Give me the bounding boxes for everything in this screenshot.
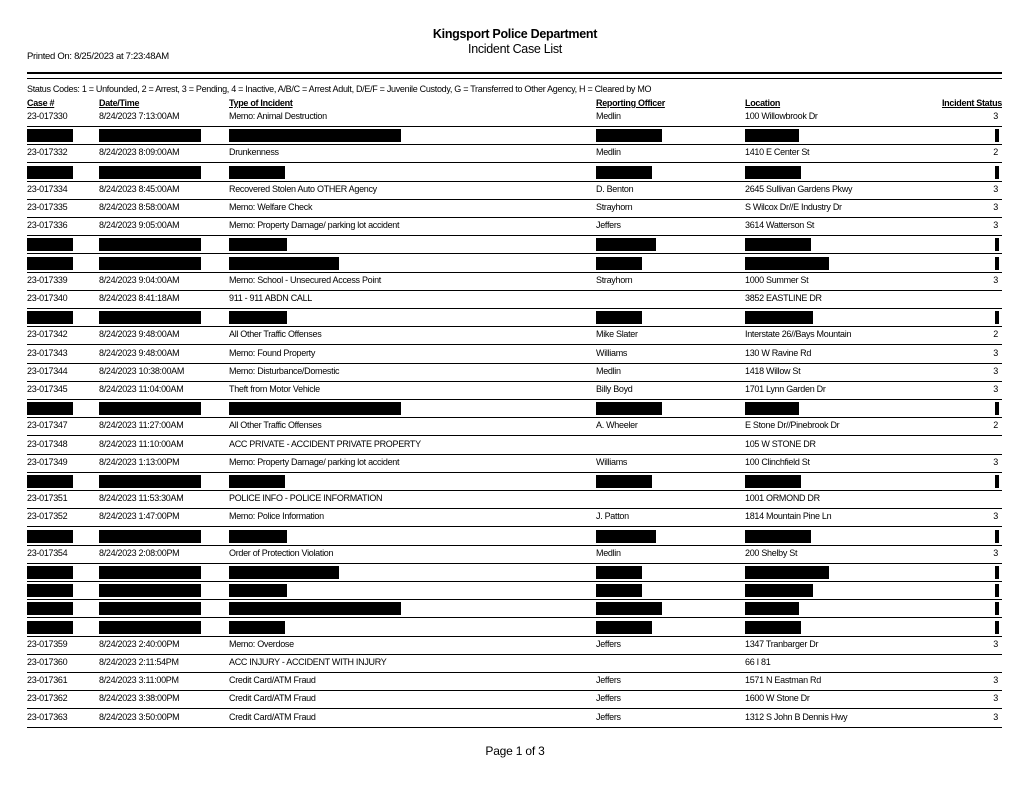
- table-row: [27, 673, 1002, 691]
- redaction-bar: [27, 602, 73, 615]
- cell-location: 1600 W Stone Dr: [745, 693, 810, 704]
- cell-location: 1701 Lynn Garden Dr: [745, 384, 826, 394]
- table-row: [27, 291, 1002, 309]
- table-row-redacted: [27, 127, 1002, 145]
- cell-date: 8/24/2023 2:08:00PM: [99, 547, 180, 558]
- cell-officer: Mike Slater: [596, 329, 638, 340]
- redaction-bar: [99, 238, 201, 251]
- redaction-bar: [745, 166, 801, 179]
- cell-type: Recovered Stolen Auto OTHER Agency: [229, 183, 377, 194]
- redaction-bar: [596, 475, 652, 488]
- cell-date: 8/24/2023 2:40:00PM: [99, 638, 180, 649]
- redaction-bar: [745, 602, 799, 615]
- redaction-bar: [229, 530, 287, 543]
- redaction-bar: [596, 166, 652, 179]
- table-row: [27, 182, 1002, 200]
- cell-case: 23-017348: [27, 438, 68, 449]
- cell-officer: A. Wheeler: [596, 420, 638, 431]
- cell-date: 8/24/2023 11:27:00AM: [99, 420, 184, 431]
- cell-status: 3: [993, 456, 998, 467]
- cell-officer: J. Patton: [596, 511, 629, 522]
- cell-officer: Medlin: [596, 547, 621, 558]
- cell-case: 23-017344: [27, 365, 68, 376]
- cell-type: ACC PRIVATE - ACCIDENT PRIVATE PROPERTY: [229, 438, 421, 449]
- table-row-redacted: [27, 564, 1002, 582]
- table-row-redacted: [27, 236, 1002, 254]
- redaction-bar: [229, 475, 285, 488]
- cell-case: 23-017342: [27, 329, 68, 340]
- cell-case: 23-017330: [27, 111, 68, 121]
- table-row-redacted: [27, 582, 1002, 600]
- redaction-bar: [745, 584, 813, 597]
- cell-case: 23-017343: [27, 347, 68, 358]
- redaction-bar: [229, 166, 285, 179]
- cell-location: 2645 Sullivan Gardens Pkwy: [745, 183, 853, 194]
- table-row: [27, 145, 1002, 163]
- column-header-location: Location: [745, 98, 781, 108]
- cell-date: 8/24/2023 3:50:00PM: [99, 711, 180, 722]
- table-row: [27, 327, 1002, 345]
- redaction-bar: [27, 621, 73, 634]
- cell-case: 23-017354: [27, 547, 68, 558]
- cell-type: 911 - 911 ABDN CALL: [229, 293, 313, 303]
- redaction-bar: [27, 257, 73, 270]
- redaction-bar: [596, 602, 662, 615]
- cell-date: 8/24/2023 3:38:00PM: [99, 693, 180, 704]
- cell-status: 3: [993, 365, 998, 376]
- cell-case: 23-017362: [27, 693, 68, 704]
- redaction-bar: [99, 402, 201, 415]
- cell-location: 105 W STONE DR: [745, 438, 816, 449]
- cell-officer: Williams: [596, 456, 628, 467]
- cell-date: 8/24/2023 8:45:00AM: [99, 183, 180, 194]
- cell-location: 66 I 81: [745, 657, 771, 667]
- header-rule-top: [27, 72, 1002, 74]
- redaction-bar: [596, 257, 642, 270]
- table-row: [27, 691, 1002, 709]
- cell-status: 3: [993, 274, 998, 285]
- table-row-redacted: [27, 164, 1002, 182]
- cell-case: 23-017363: [27, 711, 68, 722]
- column-header-officer: Reporting Officer: [596, 98, 665, 108]
- table-row: [27, 109, 1002, 127]
- cell-case: 23-017349: [27, 456, 68, 467]
- cell-location: 1410 E Center St: [745, 147, 810, 158]
- cell-type: Memo: Property Damage/ parking lot accident: [229, 220, 400, 231]
- cell-status: 3: [993, 511, 998, 522]
- header-rule-bottom: [27, 78, 1002, 79]
- cell-case: 23-017351: [27, 493, 68, 504]
- redaction-bar: [745, 621, 801, 634]
- cell-officer: Jeffers: [596, 220, 621, 231]
- cell-status: 2: [993, 329, 998, 340]
- cell-type: POLICE INFO - POLICE INFORMATION: [229, 493, 383, 504]
- cell-date: 8/24/2023 3:11:00PM: [99, 675, 179, 686]
- cell-type: Theft from Motor Vehicle: [229, 384, 320, 394]
- redaction-bar: [27, 238, 73, 251]
- table-row-redacted: [27, 400, 1002, 418]
- redaction-bar: [995, 530, 999, 543]
- table-row: [27, 455, 1002, 473]
- table-row: [27, 382, 1002, 400]
- table-row-redacted: [27, 619, 1002, 637]
- table-row-redacted: [27, 309, 1002, 327]
- redaction-bar: [995, 402, 999, 415]
- cell-officer: Jeffers: [596, 675, 621, 686]
- cell-status: 3: [993, 693, 998, 704]
- table-row: [27, 200, 1002, 218]
- redaction-bar: [27, 311, 73, 324]
- cell-date: 8/24/2023 10:38:00AM: [99, 365, 185, 376]
- redaction-bar: [99, 257, 201, 270]
- redaction-bar: [99, 129, 201, 142]
- redaction-bar: [995, 166, 999, 179]
- printed-on-timestamp: Printed On: 8/25/2023 at 7:23:48AM: [27, 51, 169, 62]
- cell-officer: Jeffers: [596, 638, 621, 649]
- cell-location: 1571 N Eastman Rd: [745, 675, 821, 686]
- redaction-bar: [27, 566, 73, 579]
- redaction-bar: [229, 129, 401, 142]
- cell-status: 3: [993, 183, 998, 194]
- redaction-bar: [99, 621, 201, 634]
- redaction-bar: [229, 584, 287, 597]
- status-codes-legend: Status Codes: 1 = Unfounded, 2 = Arrest, 3 = Pending, 4 = Inactive, A/B/C = Arrest Adult, D/E/F = Juvenile Custody, G = Transferred to Other Agency, H = Cleared by MO: [27, 84, 652, 94]
- cell-type: ACC INJURY - ACCIDENT WITH INJURY: [229, 657, 387, 667]
- cell-status: 3: [993, 711, 998, 722]
- cell-status: 3: [993, 384, 998, 394]
- cell-date: 8/24/2023 11:10:00AM: [99, 438, 184, 449]
- cell-case: 23-017347: [27, 420, 68, 431]
- cell-status: 2: [993, 420, 998, 431]
- redaction-bar: [995, 566, 999, 579]
- cell-date: 8/24/2023 11:53:30AM: [99, 493, 184, 504]
- cell-date: 8/24/2023 7:13:00AM: [99, 111, 180, 121]
- column-header-type: Type of Incident: [229, 98, 293, 108]
- redaction-bar: [995, 311, 999, 324]
- redaction-bar: [27, 530, 73, 543]
- cell-date: 8/24/2023 8:09:00AM: [99, 147, 180, 158]
- cell-case: 23-017345: [27, 384, 68, 394]
- redaction-bar: [99, 584, 201, 597]
- redaction-bar: [745, 129, 799, 142]
- cell-date: 8/24/2023 9:48:00AM: [99, 347, 180, 358]
- column-header-case: Case #: [27, 98, 55, 108]
- cell-location: 1000 Summer St: [745, 274, 809, 285]
- cell-type: Memo: Property Damage/ parking lot accident: [229, 456, 400, 467]
- cell-officer: D. Benton: [596, 183, 634, 194]
- cell-case: 23-017332: [27, 147, 68, 158]
- cell-type: Credit Card/ATM Fraud: [229, 675, 316, 686]
- cell-date: 8/24/2023 2:11:54PM: [99, 657, 179, 667]
- redaction-bar: [596, 238, 656, 251]
- redaction-bar: [745, 402, 799, 415]
- cell-officer: Jeffers: [596, 693, 621, 704]
- redaction-bar: [596, 311, 642, 324]
- table-row: [27, 418, 1002, 436]
- cell-location: 100 Clinchfield St: [745, 456, 810, 467]
- cell-location: 200 Shelby St: [745, 547, 798, 558]
- cell-status: 3: [993, 111, 998, 121]
- redaction-bar: [745, 257, 829, 270]
- cell-location: 100 Willowbrook Dr: [745, 111, 818, 121]
- redaction-bar: [596, 584, 642, 597]
- cell-officer: Williams: [596, 347, 628, 358]
- redaction-bar: [745, 311, 813, 324]
- cell-type: Memo: Overdose: [229, 638, 294, 649]
- cell-case: 23-017335: [27, 202, 68, 212]
- cell-officer: Jeffers: [596, 711, 621, 722]
- cell-date: 8/24/2023 1:13:00PM: [99, 456, 180, 467]
- cell-location: 1001 ORMOND DR: [745, 493, 820, 504]
- cell-status: 3: [993, 638, 998, 649]
- redaction-bar: [995, 602, 999, 615]
- table-row-redacted: [27, 600, 1002, 618]
- redaction-bar: [745, 475, 801, 488]
- redaction-bar: [229, 566, 339, 579]
- department-title: Kingsport Police Department: [432, 27, 598, 41]
- cell-status: 3: [993, 547, 998, 558]
- cell-officer: Medlin: [596, 147, 621, 158]
- cell-type: Memo: Animal Destruction: [229, 111, 327, 121]
- table-row: [27, 546, 1002, 564]
- cell-case: 23-017340: [27, 293, 68, 303]
- cell-type: All Other Traffic Offenses: [229, 420, 322, 431]
- table-row: [27, 437, 1002, 455]
- redaction-bar: [99, 311, 201, 324]
- redaction-bar: [745, 566, 829, 579]
- cell-officer: Medlin: [596, 365, 621, 376]
- table-row: [27, 364, 1002, 382]
- cell-officer: Medlin: [596, 111, 621, 121]
- redaction-bar: [995, 584, 999, 597]
- cell-type: Drunkenness: [229, 147, 279, 158]
- cell-type: Order of Protection Violation: [229, 547, 334, 558]
- cell-date: 8/24/2023 9:05:00AM: [99, 220, 180, 231]
- cell-officer: Strayhorn: [596, 202, 633, 212]
- redaction-bar: [229, 602, 401, 615]
- cell-location: 3614 Watterson St: [745, 220, 815, 231]
- cell-date: 8/24/2023 9:48:00AM: [99, 329, 180, 340]
- cell-date: 8/24/2023 11:04:00AM: [99, 384, 184, 394]
- report-subtitle: Incident Case List: [468, 42, 562, 56]
- redaction-bar: [229, 311, 287, 324]
- cell-date: 8/24/2023 1:47:00PM: [99, 511, 180, 522]
- column-header-status: Incident Status: [941, 98, 1002, 108]
- page-number: Page 1 of 3: [485, 744, 545, 758]
- cell-status: 3: [993, 202, 998, 212]
- cell-location: 1418 Willow St: [745, 365, 801, 376]
- redaction-bar: [99, 602, 201, 615]
- cell-type: All Other Traffic Offenses: [229, 329, 322, 340]
- cell-location: 1347 Tranbarger Dr: [745, 638, 819, 649]
- cell-status: 3: [993, 675, 998, 686]
- cell-location: 130 W Ravine Rd: [745, 347, 812, 358]
- redaction-bar: [27, 129, 73, 142]
- redaction-bar: [745, 530, 811, 543]
- cell-date: 8/24/2023 9:04:00AM: [99, 274, 180, 285]
- column-header-date: Date/Time: [99, 98, 140, 108]
- table-row: [27, 509, 1002, 527]
- redaction-bar: [995, 238, 999, 251]
- redaction-bar: [229, 238, 287, 251]
- cell-type: Credit Card/ATM Fraud: [229, 693, 316, 704]
- redaction-bar: [995, 475, 999, 488]
- table-row: [27, 491, 1002, 509]
- redaction-bar: [596, 566, 642, 579]
- cell-type: Memo: Welfare Check: [229, 202, 313, 212]
- table-row: [27, 346, 1002, 364]
- cell-type: Memo: Disturbance/Domestic: [229, 365, 340, 376]
- redaction-bar: [27, 584, 73, 597]
- cell-date: 8/24/2023 8:41:18AM: [99, 293, 180, 303]
- table-row: [27, 655, 1002, 673]
- cell-case: 23-017334: [27, 183, 68, 194]
- redaction-bar: [995, 129, 999, 142]
- redaction-bar: [596, 129, 662, 142]
- redaction-bar: [229, 621, 285, 634]
- table-row-redacted: [27, 473, 1002, 491]
- cell-type: Memo: Police Information: [229, 511, 324, 522]
- redaction-bar: [596, 530, 656, 543]
- redaction-bar: [995, 257, 999, 270]
- table-row: [27, 218, 1002, 236]
- redaction-bar: [99, 530, 201, 543]
- cell-status: 2: [993, 147, 998, 158]
- cell-case: 23-017359: [27, 638, 68, 649]
- redaction-bar: [99, 566, 201, 579]
- table-row: [27, 710, 1002, 728]
- redaction-bar: [99, 475, 201, 488]
- redaction-bar: [745, 238, 811, 251]
- cell-officer: Billy Boyd: [596, 384, 633, 394]
- redaction-bar: [229, 257, 339, 270]
- cell-location: 1312 S John B Dennis Hwy: [745, 711, 848, 722]
- cell-status: 3: [993, 220, 998, 231]
- redaction-bar: [596, 402, 662, 415]
- cell-case: 23-017339: [27, 274, 68, 285]
- redaction-bar: [27, 166, 73, 179]
- table-row: [27, 273, 1002, 291]
- cell-type: Memo: School - Unsecured Access Point: [229, 274, 381, 285]
- cell-type: Credit Card/ATM Fraud: [229, 711, 316, 722]
- redaction-bar: [99, 166, 201, 179]
- cell-location: 3852 EASTLINE DR: [745, 293, 822, 303]
- cell-location: E Stone Dr//Pinebrook Dr: [745, 420, 840, 431]
- cell-officer: Strayhorn: [596, 274, 633, 285]
- redaction-bar: [596, 621, 652, 634]
- redaction-bar: [229, 402, 401, 415]
- cell-case: 23-017352: [27, 511, 68, 522]
- cell-location: S Wilcox Dr//E Industry Dr: [745, 202, 842, 212]
- cell-type: Memo: Found Property: [229, 347, 316, 358]
- redaction-bar: [27, 402, 73, 415]
- cell-case: 23-017336: [27, 220, 68, 231]
- cell-case: 23-017361: [27, 675, 68, 686]
- redaction-bar: [995, 621, 999, 634]
- cell-date: 8/24/2023 8:58:00AM: [99, 202, 180, 212]
- table-row-redacted: [27, 528, 1002, 546]
- redaction-bar: [27, 475, 73, 488]
- cell-location: 1814 Mountain Pine Ln: [745, 511, 832, 522]
- table-row-redacted: [27, 255, 1002, 273]
- cell-location: Interstate 26//Bays Mountain: [745, 329, 852, 340]
- cell-status: 3: [993, 347, 998, 358]
- cell-case: 23-017360: [27, 657, 68, 667]
- table-row: [27, 637, 1002, 655]
